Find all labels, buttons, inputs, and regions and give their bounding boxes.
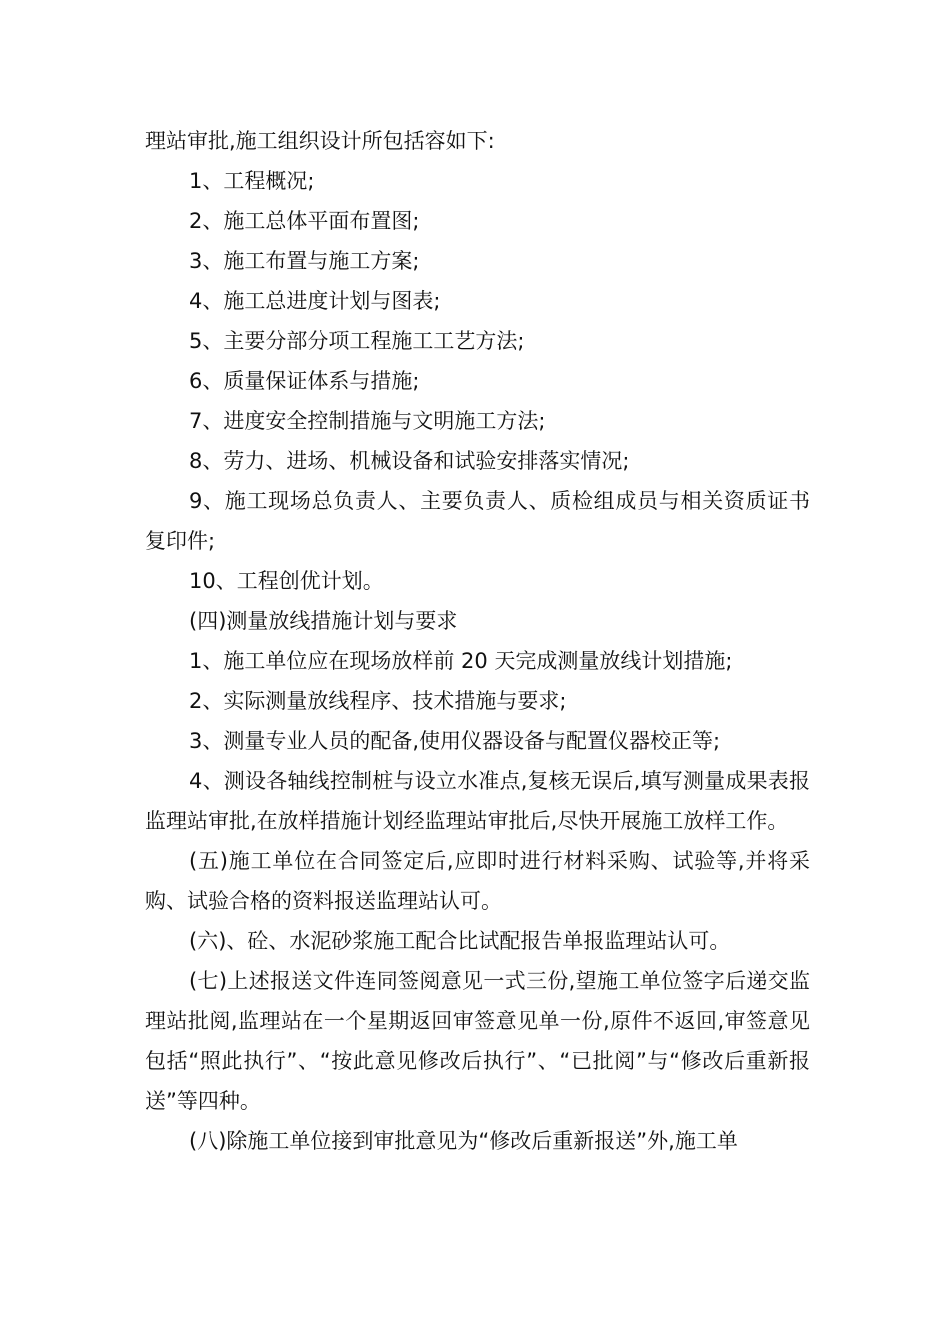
- list-item: 8、劳力、进场、机械设备和试验安排落实情况;: [189, 449, 630, 473]
- list-item: 1、工程概况;: [189, 169, 315, 193]
- paragraph: (六)、砼、水泥砂浆施工配合比试配报告单报监理站认可。: [189, 929, 731, 953]
- paragraph: 理站审批,施工组织设计所包括容如下:: [145, 129, 495, 153]
- document-body: [145, 121, 810, 1161]
- paragraph: (七)上述报送文件连同签阅意见一式三份,望施工单位签字后递交监理站批阅,监理站在一个星期返回审签意见单一份,原件不返回,审签意见包括“照此执行”、“按此意见修改后执行”、“已批阅”与“修改后重新报送”等四种。: [145, 969, 810, 1113]
- list-item: 7、进度安全控制措施与文明施工方法;: [189, 409, 546, 433]
- section-heading: (四)测量放线措施计划与要求: [189, 609, 458, 633]
- list-item: 4、施工总进度计划与图表;: [189, 289, 441, 313]
- list-item: 2、实际测量放线程序、技术措施与要求;: [189, 689, 567, 713]
- list-item: 1、施工单位应在现场放样前 20 天完成测量放线计划措施;: [189, 649, 733, 673]
- list-item: 9、施工现场总负责人、主要负责人、质检组成员与相关资质证书复印件;: [145, 489, 810, 553]
- list-item: 4、测设各轴线控制桩与设立水准点,复核无误后,填写测量成果表报监理站审批,在放样措施计划经监理站审批后,尽快开展施工放样工作。: [145, 769, 810, 833]
- list-item: 2、施工总体平面布置图;: [189, 209, 420, 233]
- list-item: 3、测量专业人员的配备,使用仪器设备与配置仪器校正等;: [189, 729, 721, 753]
- paragraph: (五)施工单位在合同签定后,应即时进行材料采购、试验等,并将采购、试验合格的资料报送监理站认可。: [145, 849, 810, 913]
- list-item: 3、施工布置与施工方案;: [189, 249, 420, 273]
- paragraph: (八)除施工单位接到审批意见为“修改后重新报送”外,施工单: [189, 1129, 738, 1153]
- list-item: 10、工程创优计划。: [189, 569, 384, 593]
- list-item: 5、主要分部分项工程施工工艺方法;: [189, 329, 525, 353]
- list-item: 6、质量保证体系与措施;: [189, 369, 420, 393]
